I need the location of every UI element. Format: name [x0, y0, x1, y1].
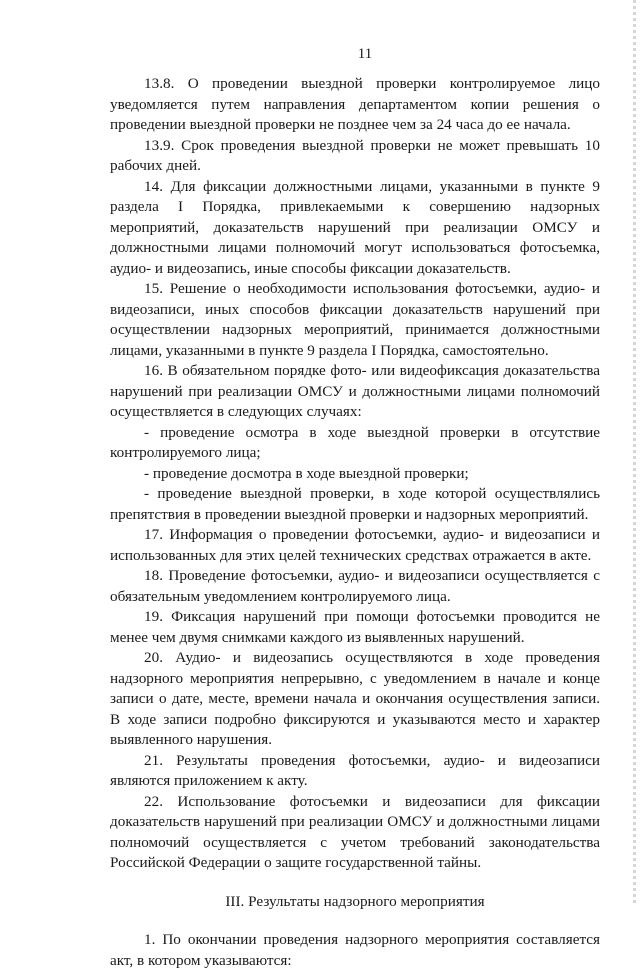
paragraph-15: 15. Решение о необходимости использования фотосъемки, аудио- и видеозаписи, иных способов фиксации доказательств нарушений при осуществлении надзорных мероприятий, принимается должностными лицами, указанными в пункте 9 раздела I Порядка, самостоятельно.: [110, 280, 600, 359]
paragraph-13-9: 13.9. Срок проведения выездной проверки не может превышать 10 рабочих дней.: [110, 136, 600, 174]
paragraph-22: 22. Использование фотосъемки и видеозаписи для фиксации доказательств нарушений при реализации ОМСУ и должностными лицами полномочий осуществляется с учетом требований законодательства Российской Федерации о защите государственной тайны.: [110, 792, 600, 871]
list-item-16-a: - проведение осмотра в ходе выездной проверки в отсутствие контролируемого лица;: [110, 423, 600, 461]
scan-edge-divider: [633, 0, 636, 905]
page-number: 11: [357, 46, 373, 62]
section-heading: III. Результаты надзорного мероприятия: [225, 892, 485, 910]
paragraph-21: 21. Результаты проведения фотосъемки, аудио- и видеозаписи являются приложением к акту.: [110, 751, 600, 789]
paragraph-16: 16. В обязательном порядке фото- или видеофиксация доказательства нарушений при реализации ОМСУ и должностными лицами полномочий осуществляется в следующих случаях:: [110, 362, 600, 420]
list-item-16-b: - проведение досмотра в ходе выездной проверки;: [144, 464, 469, 482]
paragraph-19: 19. Фиксация нарушений при помощи фотосъемки проводится не менее чем двумя снимками каждого из выявленных нарушений.: [110, 608, 600, 646]
paragraph-14: 14. Для фиксации должностными лицами, указанными в пункте 9 раздела I Порядка, привлекаемыми к совершению надзорных мероприятий, доказательств нарушений при реализации ОМСУ и должностными лицами полномочий могут использоваться фотосъемка, аудио- и видеозапись, иные способы фиксации доказательств.: [110, 177, 600, 277]
paragraph-18: 18. Проведение фотосъемки, аудио- и видеозаписи осуществляется с обязательным уведомлением контролируемого лица.: [110, 567, 600, 605]
paragraph-17: 17. Информация о проведении фотосъемки, аудио- и видеозаписи и использованных для этих целей технических средствах отражается в акте.: [110, 526, 600, 564]
section-3-paragraph-1: 1. По окончании проведения надзорного мероприятия составляется акт, в котором указываются:: [110, 931, 600, 969]
paragraph-20: 20. Аудио- и видеозапись осуществляются в ходе проведения надзорного мероприятия непрерывно, с уведомлением в начале и конце записи о дате, месте, времени начала и окончания осуществления записи. В ходе записи подробно фиксируются и указываются место и характер выявленного нарушения.: [110, 649, 600, 748]
list-item-16-c: - проведение выездной проверки, в ходе которой осуществлялись препятствия в проведении выездной проверки и надзорных мероприятий.: [110, 485, 600, 523]
paragraph-13-8: 13.8. О проведении выездной проверки контролируемое лицо уведомляется путем направления департаментом копии решения о проведении выездной проверки не позднее чем за 24 часа до ее начала.: [110, 75, 600, 133]
